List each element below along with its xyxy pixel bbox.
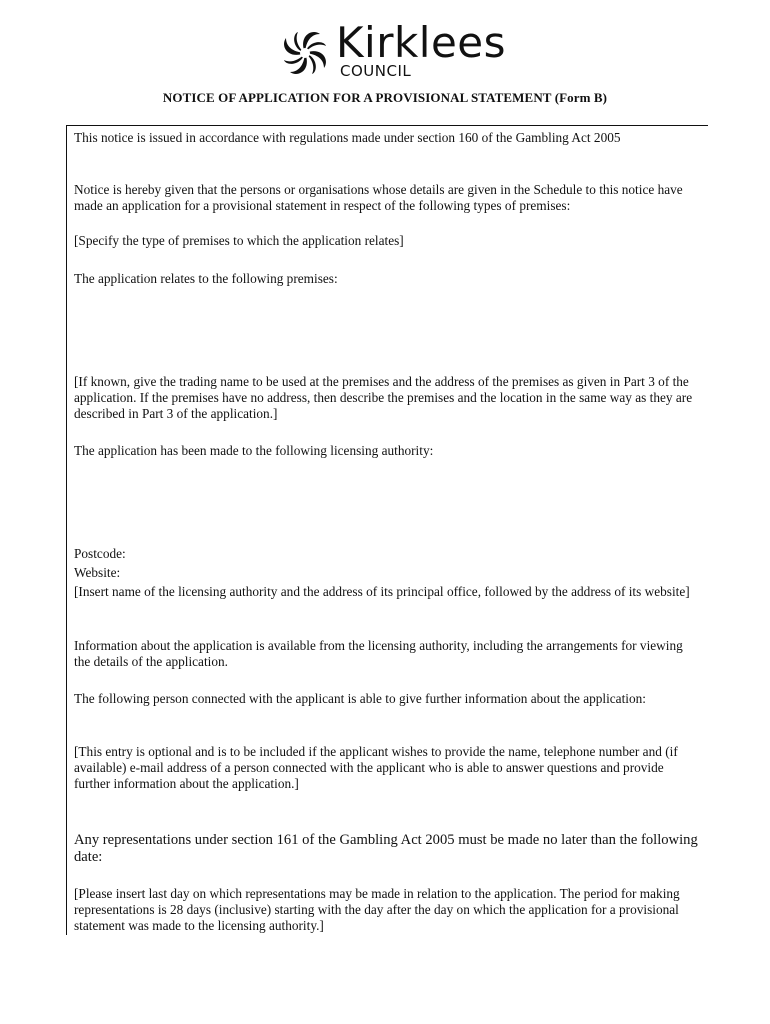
representations-deadline-heading: Any representations under section 161 of the Gambling Act 2005 must be made no later than the following date: <box>74 832 698 865</box>
licensing-authority-heading: The application has been made to the following licensing authority: <box>74 443 434 458</box>
logo-wordmark: Kirklees <box>336 18 507 67</box>
licensing-authority-instruction: [Insert name of the licensing authority and the address of its principal office, followed by the address of its website] <box>74 584 690 599</box>
logo-subtitle: COUNCIL <box>340 62 412 80</box>
postcode-label: Postcode: <box>74 546 126 561</box>
website-label: Website: <box>74 565 121 580</box>
representations-deadline-instruction: [Please insert last day on which representations may be made in relation to the application. The period for making representations is 28 days (inclusive) starting with the day after the day on which the application for a provisional statement was made to the licensing authority.] <box>74 886 680 933</box>
premises-heading: The application relates to the following premises: <box>74 271 338 286</box>
contact-person-heading: The following person connected with the applicant is able to give further information about the application: <box>74 691 646 706</box>
notice-paragraph: Notice is hereby given that the persons or organisations whose details are given in the Schedule to this notice have made an application for a provisional statement in respect of the following types of premises: <box>74 182 683 213</box>
contact-person-instruction: [This entry is optional and is to be included if the applicant wishes to provide the name, telephone number and (if available) e-mail address of a person connected with the applicant who is able to answer questions and provide further information about the application.] <box>74 744 678 791</box>
premises-type-instruction: [Specify the type of premises to which the application relates] <box>74 233 404 248</box>
kirklees-council-logo <box>278 18 508 82</box>
information-paragraph: Information about the application is available from the licensing authority, including the arrangements for viewing the details of the application. <box>74 638 683 669</box>
intro-paragraph: This notice is issued in accordance with regulations made under section 160 of the Gambling Act 2005 <box>74 130 621 145</box>
page-title: NOTICE OF APPLICATION FOR A PROVISIONAL STATEMENT (Form B) <box>162 90 608 105</box>
form-box-left-border <box>66 125 67 935</box>
premises-instruction: [If known, give the trading name to be used at the premises and the address of the premises as given in Part 3 of the application. If the premises have no address, then describe the premises and the location in the same way as they are described in Part 3 of the application.] <box>74 374 693 421</box>
form-box-top-border <box>66 125 708 126</box>
kirklees-swirl-icon <box>278 26 332 80</box>
